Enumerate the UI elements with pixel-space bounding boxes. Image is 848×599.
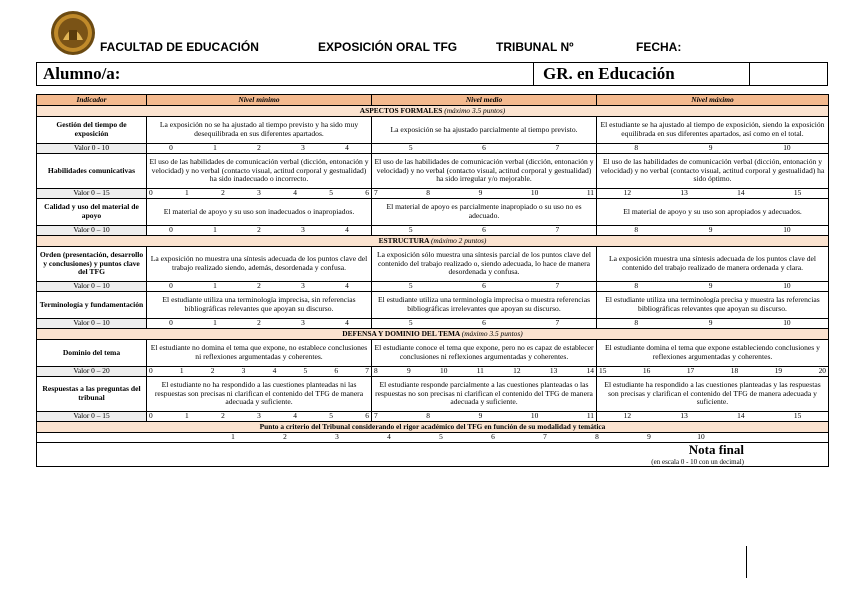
score-option[interactable]: 2 xyxy=(257,143,261,153)
score-option[interactable]: 4 xyxy=(345,225,349,235)
score-option[interactable]: 8 xyxy=(634,318,639,328)
header-max-level: Nivel máximo xyxy=(597,95,829,106)
section-row xyxy=(37,236,829,247)
score-option[interactable]: 7 xyxy=(374,411,378,421)
indicator-support-material: Calidad y uso del material de apoyo xyxy=(37,199,147,226)
score-option[interactable]: 0 xyxy=(169,225,173,235)
score-option[interactable]: 5 xyxy=(408,225,413,235)
score-options[interactable] xyxy=(372,367,597,377)
score-option[interactable]: 4 xyxy=(293,411,297,421)
score-row xyxy=(37,226,829,236)
score-option[interactable]: 4 xyxy=(345,281,349,291)
student-label: Alumno/a: xyxy=(43,64,121,83)
score-option[interactable]: 16 xyxy=(642,366,651,376)
score-option[interactable]: 14 xyxy=(586,366,594,376)
score-options[interactable] xyxy=(147,282,372,292)
desc-mid: La exposición sólo muestra una síntesis parcial de los puntos clave del contenido del trabajo realizado o, siendo adecuada, lo hace de manera desordenada y confusa. xyxy=(372,247,597,282)
section-defense: DEFENSA Y DOMINIO DEL TEMA (máximo 3.5 puntos) xyxy=(37,329,829,340)
score-option[interactable]: 4 xyxy=(293,188,297,198)
tribunal-criterion-label: Punto a criterio del Tribunal considerando el rigor académico del TFG en función de su modalidad y temática xyxy=(37,422,829,433)
indicator-tribunal-answers: Respuestas a las preguntas del tribunal xyxy=(37,377,147,412)
score-options[interactable] xyxy=(147,319,372,329)
score-option[interactable]: 5 xyxy=(408,281,413,291)
score-options[interactable] xyxy=(147,189,372,199)
desc-min: La exposición no se ha ajustado al tiempo previsto y ha sido muy desequilibrada en sus diferentes apartados. xyxy=(147,117,372,144)
score-option[interactable]: 5 xyxy=(303,366,308,376)
score-option[interactable]: 7 xyxy=(555,281,560,291)
divider xyxy=(749,63,750,85)
score-option[interactable]: 7 xyxy=(543,432,547,442)
score-option[interactable]: 10 xyxy=(530,188,539,198)
score-option[interactable]: 7 xyxy=(555,225,560,235)
score-option[interactable]: 8 xyxy=(634,143,639,153)
score-option[interactable]: 3 xyxy=(301,143,305,153)
section-formal: ASPECTOS FORMALES (máximo 3.5 puntos) xyxy=(37,106,829,117)
table-row xyxy=(37,199,829,226)
score-option[interactable]: 4 xyxy=(272,366,277,376)
desc-mid: El uso de las habilidades de comunicación verbal (dicción, entonación y velocidad) y no verbal (contacto visual, actitud corporal y gestualidad) ha sido irregular y/o mejorable. xyxy=(372,154,597,189)
value-range: Valor 0 – 10 xyxy=(37,226,147,236)
score-option[interactable]: 3 xyxy=(301,281,305,291)
score-option[interactable]: 20 xyxy=(818,366,826,376)
score-options[interactable] xyxy=(597,282,829,292)
score-option[interactable]: 7 xyxy=(365,366,369,376)
score-options[interactable] xyxy=(372,319,597,329)
score-options[interactable] xyxy=(147,367,372,377)
table-row xyxy=(37,340,829,367)
university-seal-logo xyxy=(50,10,96,56)
score-option[interactable]: 10 xyxy=(783,225,791,235)
desc-mid: El estudiante conoce el tema que expone, pero no es capaz de establecer conclusiones ni reflexiones argumentadas y coherentes. xyxy=(372,340,597,367)
desc-min: El uso de las habilidades de comunicación verbal (dicción, entonación y velocidad) y no verbal (contacto visual, actitud corporal y gestualidad) ha sido inadecuado o incorrecto. xyxy=(147,154,372,189)
score-option[interactable]: 6 xyxy=(491,432,495,442)
score-option[interactable]: 6 xyxy=(365,411,369,421)
score-option[interactable]: 12 xyxy=(513,366,521,376)
score-option[interactable]: 0 xyxy=(149,188,153,198)
score-option[interactable]: 5 xyxy=(439,432,443,442)
score-option[interactable]: 9 xyxy=(708,225,713,235)
score-option[interactable]: 8 xyxy=(374,366,378,376)
score-option[interactable]: 9 xyxy=(708,143,713,153)
score-option[interactable]: 11 xyxy=(476,366,484,376)
value-range: Valor 0 – 10 xyxy=(37,319,147,329)
score-option[interactable]: 13 xyxy=(680,188,688,198)
table-row xyxy=(37,292,829,319)
score-option[interactable]: 3 xyxy=(257,188,261,198)
desc-min: El estudiante no ha respondido a las cuestiones planteadas ni las respuestas son precisas ni clarifican el contenido del TFG de manera adecuada y suficiente. xyxy=(147,377,372,412)
score-option[interactable]: 0 xyxy=(149,411,153,421)
score-option[interactable]: 1 xyxy=(213,318,217,328)
score-options[interactable] xyxy=(597,226,829,236)
score-option[interactable]: 5 xyxy=(329,188,333,198)
score-option[interactable]: 6 xyxy=(334,366,339,376)
table-row xyxy=(37,247,829,282)
score-option[interactable]: 5 xyxy=(329,411,333,421)
score-option[interactable]: 5 xyxy=(408,318,413,328)
value-range: Valor 0 – 20 xyxy=(37,367,147,377)
score-option[interactable]: 3 xyxy=(335,432,339,442)
section-row xyxy=(37,106,829,117)
value-range: Valor 0 – 15 xyxy=(37,189,147,199)
score-option[interactable]: 0 xyxy=(169,318,173,328)
divider xyxy=(533,63,534,85)
header-mid-level: Nivel medio xyxy=(372,95,597,106)
score-option[interactable]: 6 xyxy=(482,318,486,328)
date-label: FECHA: xyxy=(636,40,682,54)
section-row xyxy=(37,329,829,340)
final-grade-cell xyxy=(597,443,829,467)
tribunal-label: TRIBUNAL Nº xyxy=(496,40,574,54)
desc-max: El estudiante ha respondido a las cuestiones planteadas y las respuestas son precisas y clarifican el contenido del TFG de manera adecuada y suficiente. xyxy=(597,377,829,412)
value-range: Valor 0 - 10 xyxy=(37,144,147,154)
score-option[interactable]: 9 xyxy=(708,318,713,328)
desc-mid: El material de apoyo es parcialmente inapropiado o su uso no es adecuado. xyxy=(372,199,597,226)
score-option[interactable]: 7 xyxy=(555,143,560,153)
table-row xyxy=(37,377,829,412)
score-option[interactable]: 15 xyxy=(793,411,802,421)
score-option[interactable]: 17 xyxy=(686,366,695,376)
value-range: Valor 0 – 10 xyxy=(37,282,147,292)
desc-max: El estudiante domina el tema que expone estableciendo conclusiones y reflexiones argumentadas y coherentes. xyxy=(597,340,829,367)
score-option[interactable]: 0 xyxy=(149,366,153,376)
score-option[interactable]: 2 xyxy=(257,281,261,291)
score-options[interactable] xyxy=(597,319,829,329)
score-option[interactable]: 2 xyxy=(257,318,261,328)
score-option[interactable]: 8 xyxy=(426,188,430,198)
desc-max: La exposición muestra una síntesis adecuada de los puntos clave del contenido del trabajo realizado de manera ordenada y clara. xyxy=(597,247,829,282)
score-option[interactable]: 0 xyxy=(169,143,173,153)
final-grade-spacer xyxy=(37,443,597,467)
score-option[interactable]: 5 xyxy=(408,143,413,153)
desc-max: El material de apoyo y su uso son apropiados y adecuados. xyxy=(597,199,829,226)
score-option[interactable]: 1 xyxy=(213,143,217,153)
score-option[interactable]: 6 xyxy=(365,188,369,198)
header-indicator: Indicador xyxy=(37,95,147,106)
score-option[interactable]: 6 xyxy=(482,143,486,153)
score-option[interactable]: 4 xyxy=(345,143,349,153)
score-option[interactable]: 1 xyxy=(185,411,189,421)
score-option[interactable]: 3 xyxy=(241,366,246,376)
final-grade-row xyxy=(37,443,829,467)
score-option[interactable]: 3 xyxy=(257,411,261,421)
score-option[interactable]: 12 xyxy=(623,411,632,421)
score-option[interactable]: 8 xyxy=(426,411,430,421)
score-options[interactable] xyxy=(372,144,597,154)
score-option[interactable]: 7 xyxy=(555,318,560,328)
final-grade-note: (en escala 0 - 10 con un decimal) xyxy=(651,457,744,466)
final-grade-label: Nota final xyxy=(688,442,744,457)
score-options[interactable] xyxy=(597,144,829,154)
score-option[interactable]: 10 xyxy=(783,143,791,153)
score-option[interactable]: 1 xyxy=(185,188,189,198)
score-option[interactable]: 9 xyxy=(478,188,483,198)
score-option[interactable]: 18 xyxy=(730,366,739,376)
score-option[interactable]: 11 xyxy=(586,411,594,421)
table-header-row xyxy=(37,95,829,106)
degree-label: GR. en Educación xyxy=(543,64,675,83)
score-option[interactable]: 4 xyxy=(345,318,349,328)
score-options[interactable] xyxy=(147,412,372,422)
score-option[interactable]: 0 xyxy=(169,281,173,291)
score-options[interactable] xyxy=(597,367,829,377)
score-option[interactable]: 13 xyxy=(549,366,558,376)
score-option[interactable]: 3 xyxy=(301,225,305,235)
score-option[interactable]: 6 xyxy=(482,225,486,235)
indicator-topic-mastery: Dominio del tema xyxy=(37,340,147,367)
score-options[interactable] xyxy=(372,412,597,422)
score-option[interactable]: 12 xyxy=(623,188,632,198)
score-option[interactable]: 2 xyxy=(221,411,225,421)
indicator-terminology: Terminología y fundamentación xyxy=(37,292,147,319)
score-option[interactable]: 10 xyxy=(783,318,791,328)
desc-min: El estudiante no domina el tema que expone, no establece conclusiones ni reflexiones argumentadas y coherentes. xyxy=(147,340,372,367)
score-options[interactable] xyxy=(147,226,372,236)
score-option[interactable]: 9 xyxy=(478,411,483,421)
header-min-level: Nivel mínimo xyxy=(147,95,372,106)
score-options[interactable] xyxy=(372,226,597,236)
score-option[interactable]: 14 xyxy=(737,411,745,421)
score-row xyxy=(37,189,829,199)
desc-min: El estudiante utiliza una terminología imprecisa, sin referencias bibliográficas relevantes que apoyan su discurso. xyxy=(147,292,372,319)
score-option[interactable]: 14 xyxy=(737,188,745,198)
desc-max: El estudiante utiliza una terminología precisa y muestra las referencias bibliográficas relevantes que apoyan su discurso. xyxy=(597,292,829,319)
score-option[interactable]: 2 xyxy=(257,225,261,235)
score-option[interactable]: 15 xyxy=(599,366,607,376)
score-options[interactable] xyxy=(597,189,829,199)
indicator-order: Orden (presentación, desarrollo y conclusiones) y puntos clave del TFG xyxy=(37,247,147,282)
score-row xyxy=(37,319,829,329)
score-option[interactable]: 1 xyxy=(231,432,235,442)
score-option[interactable]: 3 xyxy=(301,318,305,328)
score-option[interactable]: 15 xyxy=(793,188,802,198)
score-option[interactable]: 13 xyxy=(680,411,688,421)
score-option[interactable]: 11 xyxy=(586,188,594,198)
score-option[interactable]: 2 xyxy=(283,432,287,442)
score-option[interactable]: 6 xyxy=(482,281,486,291)
score-option[interactable]: 2 xyxy=(210,366,215,376)
score-row xyxy=(37,433,829,443)
criterion-score-options[interactable] xyxy=(37,433,829,443)
score-row xyxy=(37,282,829,292)
exam-title: EXPOSICIÓN ORAL TFG xyxy=(318,40,458,54)
score-options[interactable] xyxy=(372,282,597,292)
score-option[interactable]: 4 xyxy=(387,432,391,442)
table-row xyxy=(37,117,829,144)
score-option[interactable]: 8 xyxy=(634,225,639,235)
score-option[interactable]: 7 xyxy=(374,188,378,198)
score-row xyxy=(37,367,829,377)
desc-mid: La exposición se ha ajustado parcialmente al tiempo previsto. xyxy=(372,117,597,144)
score-option[interactable]: 10 xyxy=(440,366,448,376)
desc-max: El uso de las habilidades de comunicación verbal (dicción, entonación y velocidad) y no verbal (contacto visual, actitud corporal y gestualidad) ha sido óptimo. xyxy=(597,154,829,189)
desc-min: El material de apoyo y su uso son inadecuados o inapropiados. xyxy=(147,199,372,226)
faculty-title: FACULTAD DE EDUCACIÓN xyxy=(100,40,259,54)
score-option[interactable]: 10 xyxy=(697,432,705,442)
value-range: Valor 0 – 15 xyxy=(37,412,147,422)
student-box xyxy=(36,62,828,86)
indicator-communication: Habilidades comunicativas xyxy=(37,154,147,189)
score-option[interactable]: 8 xyxy=(595,432,599,442)
score-row xyxy=(37,144,829,154)
score-option[interactable]: 1 xyxy=(179,366,184,376)
score-option[interactable]: 1 xyxy=(213,281,217,291)
section-row xyxy=(37,422,829,433)
score-option[interactable]: 1 xyxy=(213,225,217,235)
rubric-table xyxy=(36,94,829,467)
desc-mid: El estudiante utiliza una terminología imprecisa o muestra referencias bibliográficas irrelevantes que apoyan su discurso. xyxy=(372,292,597,319)
score-option[interactable]: 9 xyxy=(708,281,713,291)
score-option[interactable]: 9 xyxy=(407,366,411,376)
score-options[interactable] xyxy=(147,144,372,154)
score-row xyxy=(37,412,829,422)
score-option[interactable]: 9 xyxy=(647,432,651,442)
desc-mid: El estudiante responde parcialmente a las cuestiones planteadas o las respuestas no son precisas ni clarifican el contenido del TFG de manera adecuada y suficiente. xyxy=(372,377,597,412)
desc-max: El estudiante se ha ajustado al tiempo de exposición, siendo la exposición equilibrada en sus diferentes apartados, así como en el total. xyxy=(597,117,829,144)
section-structure: ESTRUCTURA (máximo 2 puntos) xyxy=(37,236,829,247)
desc-min: La exposición no muestra una síntesis adecuada de los puntos clave del trabajo realizado siendo, además, desordenada y confusa. xyxy=(147,247,372,282)
score-option[interactable]: 19 xyxy=(774,366,783,376)
score-options[interactable] xyxy=(597,412,829,422)
table-row xyxy=(37,154,829,189)
score-option[interactable]: 2 xyxy=(221,188,225,198)
score-options[interactable] xyxy=(372,189,597,199)
score-option[interactable]: 8 xyxy=(634,281,639,291)
indicator-time: Gestión del tiempo de exposición xyxy=(37,117,147,144)
score-option[interactable]: 10 xyxy=(783,281,791,291)
final-grade-input[interactable] xyxy=(746,546,829,578)
score-option[interactable]: 10 xyxy=(530,411,539,421)
